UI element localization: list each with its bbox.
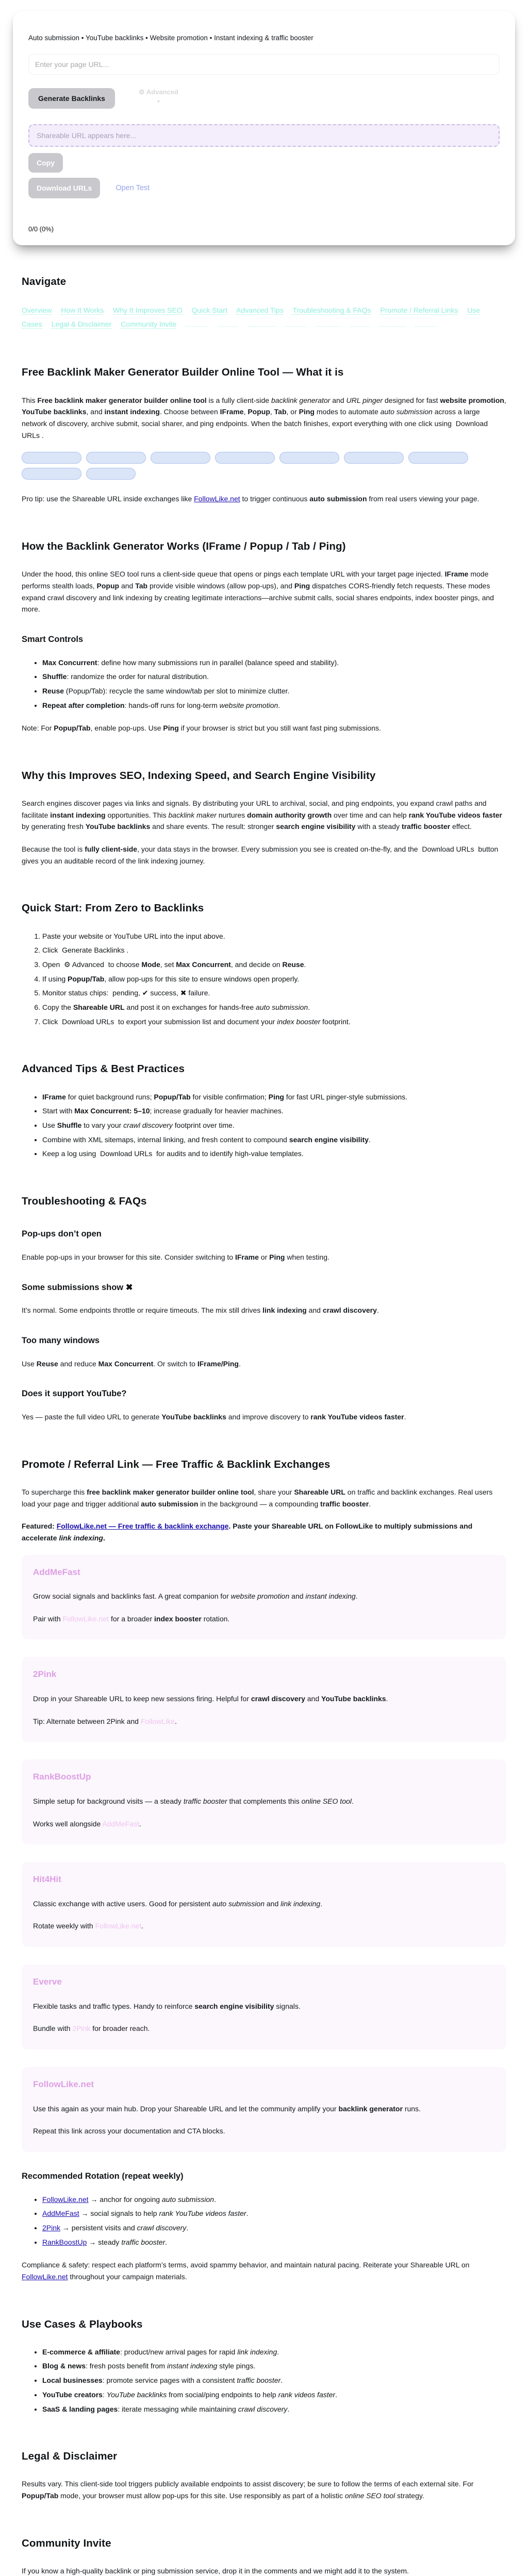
step-item: 7. Click Download URLs to export your submission list and document your index booster footprint. (42, 1016, 506, 1028)
progress-counter: 0/0 (0%) (28, 225, 54, 233)
nav-link-community[interactable]: Community Invite (121, 319, 177, 328)
promo-card-title: 2Pink (33, 1669, 57, 1680)
promo-card-text: Drop in your Shareable URL to keep new sessions firing. Helpful for crawl discovery and YouTube backlinks. (33, 1694, 388, 1703)
list-item: • YouTube creators: YouTube backlinks from social/ping endpoints to help rank videos faster. (42, 2389, 506, 2401)
promote-title: Promote / Referral Link — Free Traffic & Backlink Exchanges (22, 1458, 331, 1470)
compliance-paragraph: Compliance & safety: respect each platform’s terms, avoid spammy behavior, and maintain natural pacing. Reiterate your Shareable URL on FollowLike.net throughout your campaign materials. (22, 2261, 470, 2281)
promote-paragraph: To supercharge this free backlink maker generator builder online tool, share your Shareable URL on traffic and backlink exchanges. Real users load your page and trigger additional auto submission in the background — a compounding traffic booster. (22, 1487, 493, 1508)
rotation-list (22, 2194, 506, 2248)
promo-card-text[interactable]: Pair with FollowLike.net for a broader index booster rotation. (33, 1614, 230, 1623)
promo-card-text: Use this again as your main hub. Drop your Shareable URL and let the community amplify your backlink generator runs. (33, 2104, 421, 2113)
smart-controls-list (22, 657, 506, 711)
promo-card-title: RankBoostUp (33, 1772, 91, 1782)
download-urls-button[interactable]: Download URLs (28, 178, 100, 198)
page (0, 11, 528, 2576)
promo-card-text: Repeat this link across your documentation and CTA blocks. (33, 2127, 225, 2136)
article (0, 273, 528, 2576)
ghost-link (186, 320, 208, 327)
navigate-section (22, 273, 506, 331)
community-paragraph: If you know a high-quality backlink or ping submission service, drop it in the comments and we might add it to the system. (22, 2566, 409, 2575)
endpoint-badge[interactable] (279, 452, 339, 464)
use-cases-title: Use Cases & Playbooks (22, 2318, 143, 2330)
faq-answer: It’s normal. Some endpoints throttle or require timeouts. The mix still drives link indexing and crawl discovery. (22, 1306, 379, 1315)
advanced-tips-list (22, 1091, 506, 1160)
why-seo-title: Why this Improves SEO, Indexing Speed, and Search Engine Visibility (22, 769, 376, 782)
step-item: 3. Open ⚙ Advanced to choose Mode, set Max Concurrent, and decide on Reuse. (42, 959, 506, 971)
endpoint-badge[interactable] (215, 452, 275, 464)
list-item: • Reuse (Popup/Tab): recycle the same window/tab per slot to minimize clutter. (42, 685, 506, 697)
endpoint-badge[interactable] (344, 452, 404, 464)
shareable-url-output[interactable] (28, 124, 500, 147)
list-item: • Blog & news: fresh posts benefit from instant indexing style pings. (42, 2360, 506, 2372)
nav-link-faqs[interactable]: Troubleshooting & FAQs (292, 306, 371, 315)
promo-card-2pink (22, 1657, 506, 1742)
promo-card-text[interactable]: Works well alongside AddMeFast. (33, 1819, 141, 1828)
hero-actions-row (28, 88, 500, 109)
legal-title: Legal & Disclaimer (22, 2450, 118, 2463)
how-it-works-title: How the Backlink Generator Works (IFrame / Popup / Tab / Ping) (22, 540, 346, 552)
nav-link-quick-start[interactable]: Quick Start (191, 306, 227, 315)
quick-start-title: Quick Start: From Zero to Backlinks (22, 902, 204, 914)
list-item: • Start with Max Concurrent: 5–10; increase gradually for heavier machines. (42, 1105, 506, 1117)
promo-card-text: Grow social signals and backlinks fast. A great companion for website promotion and instant indexing. (33, 1592, 358, 1601)
ghost-link (219, 320, 238, 327)
hero-tagline: Auto submission • YouTube backlinks • Website promotion • Instant indexing & traffic booster (28, 34, 314, 42)
community-title: Community Invite (22, 2537, 111, 2549)
use-cases-list (22, 2346, 506, 2415)
gear-icon-label: ⚙ Advanced (138, 88, 178, 96)
download-row (28, 178, 500, 198)
list-item: • Combine with XML sitemaps, internal linking, and fresh content to compound search engine visibility. (42, 1134, 506, 1146)
rotation-item[interactable]: • AddMeFast → social signals to help rank YouTube videos faster. (42, 2208, 506, 2219)
smart-controls-title: Smart Controls (22, 634, 84, 644)
endpoint-badge[interactable] (86, 468, 136, 480)
list-item: • SaaS & landing pages: iterate messaging while maintaining crawl discovery. (42, 2403, 506, 2415)
promo-card-title: AddMeFast (33, 1567, 80, 1577)
promo-card-everve (22, 1964, 506, 2049)
endpoint-badge[interactable] (86, 452, 146, 464)
step-item: 6. Copy the Shareable URL and post it on exchanges for hands-free auto submission. (42, 1002, 506, 1013)
list-item: • Local businesses: promote service pages with a consistent traffic booster. (42, 2375, 506, 2386)
faq-answer: Yes — paste the full video URL to generate YouTube backlinks and improve discovery to rank YouTube videos faster. (22, 1413, 406, 1421)
nav-link-why-seo[interactable]: Why It Improves SEO (113, 306, 183, 315)
rotation-item[interactable]: • FollowLike.net → anchor for ongoing auto submission. (42, 2194, 506, 2206)
ghost-link (286, 320, 306, 327)
generate-backlinks-button[interactable]: Generate Backlinks (28, 88, 115, 109)
what-it-is-title: Free Backlink Maker Generator Builder Online Tool — What it is (22, 366, 344, 379)
backlink-tool-card (13, 11, 515, 245)
navigate-title: Navigate (22, 276, 67, 287)
promo-card-text[interactable]: Bundle with 2Pink for broader reach. (33, 2024, 150, 2033)
step-item: 5. Monitor status chips: pending, ✔ success, ✖ failure. (42, 987, 506, 999)
promo-card-title: FollowLike.net (33, 2079, 94, 2089)
step-item: 2. Click Generate Backlinks . (42, 944, 506, 956)
ghost-link (380, 320, 405, 327)
list-item: • Max Concurrent: define how many submissions run in parallel (balance speed and stability). (42, 657, 506, 669)
promo-card-rankboostup (22, 1759, 506, 1844)
mode-note: Note: For Popup/Tab, enable pop-ups. Use Ping if your browser is strict but you still want fast ping submissions. (22, 724, 381, 733)
list-item: • Keep a log using Download URLs for audits and to identify high-value templates. (42, 1148, 506, 1160)
endpoint-badge-row (22, 452, 506, 480)
promo-card-text[interactable]: Tip: Alternate between 2Pink and FollowLike. (33, 1717, 177, 1725)
step-item: 1. Paste your website or YouTube URL into the input above. (42, 930, 506, 942)
promo-card-text: Flexible tasks and traffic types. Handy to reinforce search engine visibility signals. (33, 2002, 301, 2010)
copy-button[interactable]: Copy (28, 153, 63, 173)
why-seo-paragraph-2: Because the tool is fully client-side, your data stays in the browser. Every submission you see is created on-the-fly, and the Download URLs button gives you an auditable record of the link indexing journey. (22, 845, 499, 865)
advanced-tips-title: Advanced Tips & Best Practices (22, 1063, 185, 1075)
promo-card-hit4hit (22, 1862, 506, 1947)
how-it-works-paragraph: Under the hood, this online SEO tool runs a client-side queue that opens or pings each template URL with your target page injected. IFrame mode performs stealth loads, Popup and Tab provide visible windows (allow pop-ups), and Ping dispatches CORS-friendly fetch requests. These modes expand crawl discovery and link indexing by creating legitimate interactions—archive submit calls, social shares endpoints, index booster pings, and more. (22, 570, 494, 614)
promo-card-addmefast (22, 1555, 506, 1640)
list-item: • Shuffle: randomize the order for natural distribution. (42, 671, 506, 683)
promo-card-title: Everve (33, 1977, 62, 1987)
faq-title: Troubleshooting & FAQs (22, 1195, 147, 1207)
promo-card-text[interactable]: Rotate weekly with FollowLike.net. (33, 1922, 143, 1930)
nav-link-overview[interactable]: Overview (22, 306, 52, 315)
advanced-toggle[interactable] (139, 88, 178, 104)
nav-link-legal[interactable]: Legal & Disclaimer (51, 319, 112, 328)
endpoint-badge[interactable] (408, 452, 468, 464)
navigate-links (22, 303, 506, 331)
list-item: • Repeat after completion: hands-off runs for long-term website promotion. (42, 700, 506, 711)
featured-exchange-callout[interactable]: Featured: FollowLike.net — Free traffic & backlink exchange. Paste your Shareable URL on FollowLike to multiply submissions and accelerate link indexing. (22, 1522, 473, 1542)
nav-link-promote[interactable]: Promote / Referral Links (380, 306, 458, 315)
faq-answer: Use Reuse and reduce Max Concurrent. Or switch to IFrame/Ping. (22, 1359, 241, 1368)
faq-question: Does it support YouTube? (22, 1389, 127, 1399)
faq-answer: Enable pop-ups in your browser for this site. Consider switching to IFrame or Ping when testing. (22, 1252, 329, 1261)
faq-question: Pop-ups don’t open (22, 1229, 102, 1239)
endpoint-badge[interactable] (151, 452, 210, 464)
list-item: • IFrame for quiet background runs; Popup/Tab for visible confirmation; Ping for fast URL pinger-style submissions. (42, 1091, 506, 1103)
promo-card-text: Classic exchange with active users. Good for persistent auto submission and link indexing. (33, 1899, 323, 1908)
endpoint-badge[interactable] (22, 452, 81, 464)
nav-link-how-it-works[interactable]: How It Works (61, 306, 104, 315)
rotation-item[interactable]: • 2Pink → persistent visits and crawl discovery. (42, 2222, 506, 2234)
faq-question: Too many windows (22, 1335, 100, 1345)
why-seo-paragraph-1: Search engines discover pages via links and signals. By distributing your URL to archival, social, and ping endpoints, you expand crawl paths and facilitate instant indexing opportunities. This backlink maker nurtures domain authority growth over time and can help rank YouTube videos faster by generating fresh YouTube backlinks and share events. The result: stronger search engine visibility with a steady traffic booster effect. (22, 799, 502, 831)
ghost-link (415, 320, 437, 327)
quick-start-steps (22, 930, 506, 1028)
promo-card-title: Hit4Hit (33, 1874, 61, 1885)
faq-question: Some submissions show ✖ (22, 1282, 133, 1292)
promo-card-followlike (22, 2067, 506, 2152)
nav-link-use-cases[interactable]: Use Cases (22, 306, 481, 328)
promo-card-text: Simple setup for background visits — a steady traffic booster that complements this online SEO tool. (33, 1797, 354, 1805)
what-it-is-paragraph: This Free backlink maker generator builder online tool is a fully client-side backlink generator and URL pinger designed for fast website promotion, YouTube backlinks, and instant indexing. Choose between IFrame, Popup, Tab, or Ping modes to automate auto submission across a large network of discovery, archive submit, social sharer, and ping endpoints. When the batch finishes, export everything with one click using Download URLs . (22, 396, 506, 439)
nav-link-advanced-tips[interactable]: Advanced Tips (236, 306, 284, 315)
pro-tip-paragraph: Pro tip: use the Shareable URL inside exchanges like FollowLike.net to trigger continuous auto submission from real users viewing your page. (22, 495, 480, 503)
step-item: 4. If using Popup/Tab, allow pop-ups for this site to ensure windows open properly. (42, 973, 506, 985)
endpoint-badge[interactable] (22, 468, 81, 480)
list-item: • Use Shuffle to vary your crawl discovery footprint over time. (42, 1120, 506, 1131)
ghost-link (317, 320, 340, 327)
open-test-link[interactable]: Open Test (116, 184, 150, 192)
page-url-input[interactable] (28, 54, 500, 75)
rotation-item[interactable]: • RankBoostUp → steady traffic booster. (42, 2236, 506, 2248)
rotation-title: Recommended Rotation (repeat weekly) (22, 2171, 184, 2181)
list-item: • E-commerce & affiliate: product/new arrival pages for rapid link indexing. (42, 2346, 506, 2358)
ghost-link (351, 320, 369, 327)
chevron-down-icon: ▼ (156, 99, 161, 104)
ghost-link (249, 320, 275, 327)
legal-paragraph: Results vary. This client-side tool triggers publicly available endpoints to assist discovery; be sure to follow the terms of each external site. For Popup/Tab mode, your browser must allow pop-ups for this site. Use responsibly as part of a holistic online SEO tool strategy. (22, 2480, 474, 2500)
